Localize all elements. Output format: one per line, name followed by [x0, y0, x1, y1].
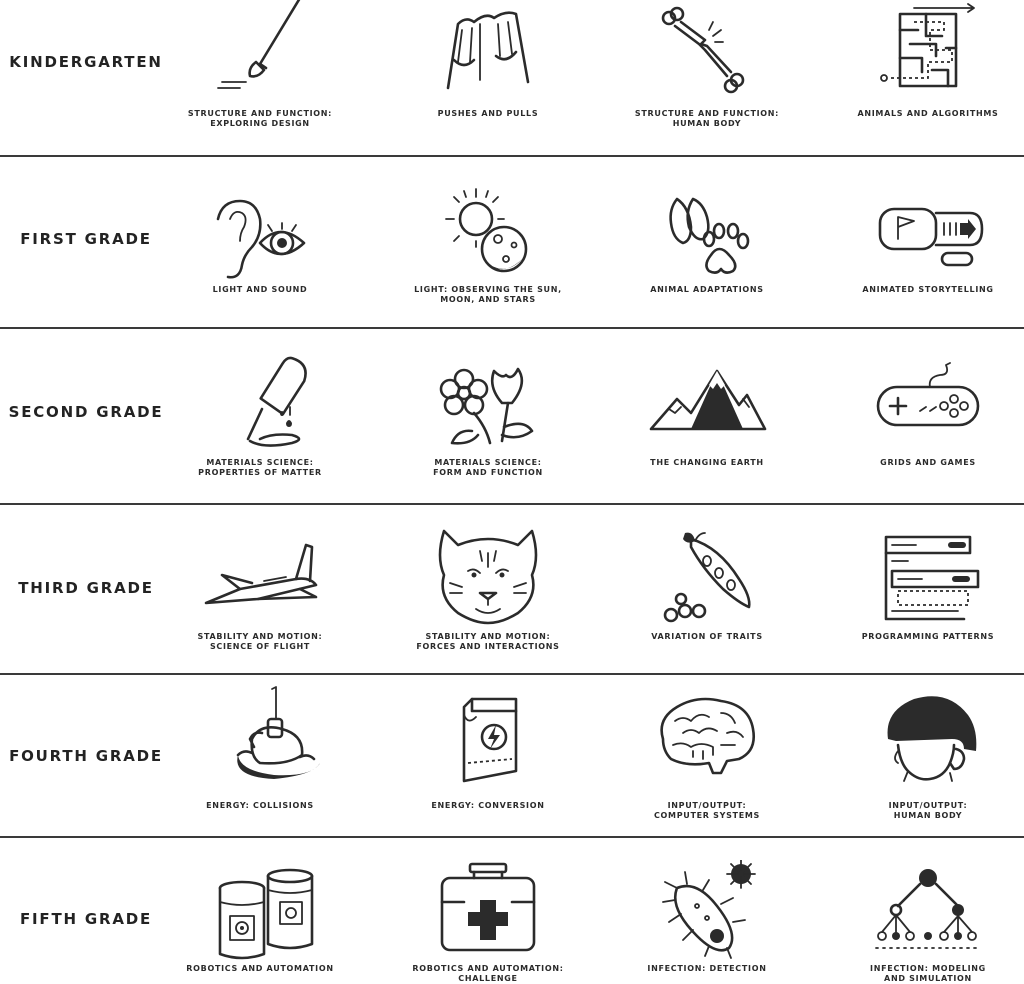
- unit-card[interactable]: [828, 675, 1024, 838]
- unit-card[interactable]: [607, 0, 807, 157]
- unit-card[interactable]: [607, 157, 807, 329]
- unit-label: ENERGY: CONVERSION: [431, 801, 545, 810]
- unit-card[interactable]: [160, 505, 360, 675]
- broken-bone-icon: [647, 0, 767, 100]
- unit-label: ANIMAL ADAPTATIONS: [650, 285, 764, 294]
- unit-label: ANIMALS AND ALGORITHMS: [857, 109, 999, 118]
- game-controller-icon: [868, 351, 988, 451]
- unit-label: GRIDS AND GAMES: [880, 458, 976, 467]
- brain-icon: [647, 689, 767, 789]
- grade-row-third-grade: [0, 505, 1024, 675]
- unit-card[interactable]: [828, 505, 1024, 675]
- unit-label: MATERIALS SCIENCE: FORM AND FUNCTION: [433, 458, 543, 477]
- unit-card[interactable]: [160, 675, 360, 838]
- grade-title: SECOND GRADE: [8, 403, 164, 421]
- unit-label: MATERIALS SCIENCE: PROPERTIES OF MATTER: [198, 458, 322, 477]
- unit-card[interactable]: [388, 329, 588, 505]
- animation-flag-icon: [868, 183, 988, 283]
- unit-card[interactable]: [388, 0, 588, 157]
- unit-label: PROGRAMMING PATTERNS: [861, 632, 995, 641]
- grade-row-second-grade: [0, 329, 1024, 505]
- bacteria-icon: [647, 860, 767, 960]
- unit-label: INFECTION: MODELING AND SIMULATION: [870, 964, 986, 983]
- pea-pod-icon: [647, 527, 767, 627]
- unit-card[interactable]: [607, 675, 807, 838]
- unit-label: PUSHES AND PULLS: [437, 109, 539, 118]
- helmet-head-icon: [868, 689, 988, 789]
- unit-label: ANIMATED STORYTELLING: [862, 285, 994, 294]
- unit-card[interactable]: [828, 838, 1024, 984]
- unit-label: STRUCTURE AND FUNCTION: HUMAN BODY: [634, 109, 780, 128]
- flowers-icon: [428, 353, 548, 453]
- unit-card[interactable]: [388, 838, 588, 984]
- maze-icon: [868, 0, 988, 100]
- paw-print-icon: [647, 183, 767, 283]
- melting-popsicle-icon: [200, 351, 320, 451]
- unit-label: ROBOTICS AND AUTOMATION: [186, 964, 334, 973]
- ear-eye-icon: [200, 185, 320, 285]
- unit-card[interactable]: [160, 838, 360, 984]
- sun-moon-icon: [428, 183, 548, 283]
- unit-card[interactable]: [388, 675, 588, 838]
- unit-card[interactable]: [160, 0, 360, 157]
- bumper-car-icon: [200, 683, 320, 783]
- unit-label: INPUT/OUTPUT: COMPUTER SYSTEMS: [653, 801, 761, 820]
- spread-tree-icon: [868, 860, 988, 960]
- biohazard-barrels-icon: [200, 860, 320, 960]
- unit-label: STABILITY AND MOTION: SCIENCE OF FLIGHT: [197, 632, 323, 651]
- unit-card[interactable]: [388, 505, 588, 675]
- grade-title: FIFTH GRADE: [19, 910, 153, 928]
- unit-label: STRUCTURE AND FUNCTION: EXPLORING DESIGN: [187, 109, 333, 128]
- tiger-icon: [428, 527, 548, 627]
- grade-title: FIRST GRADE: [20, 230, 152, 248]
- unit-label: ROBOTICS AND AUTOMATION: CHALLENGE: [412, 964, 564, 983]
- unit-label: STABILITY AND MOTION: FORCES AND INTERACTIONS: [416, 632, 560, 651]
- unit-label: INFECTION: DETECTION: [647, 964, 767, 973]
- grade-title: KINDERGARTEN: [9, 53, 163, 71]
- unit-label: VARIATION OF TRAITS: [651, 632, 763, 641]
- mountains-icon: [647, 353, 767, 453]
- unit-card[interactable]: [607, 505, 807, 675]
- unit-card[interactable]: [828, 0, 1024, 157]
- unit-card[interactable]: [828, 329, 1024, 505]
- code-blocks-icon: [868, 527, 988, 627]
- unit-card[interactable]: [607, 329, 807, 505]
- unit-label: INPUT/OUTPUT: HUMAN BODY: [888, 801, 968, 820]
- unit-card[interactable]: [828, 157, 1024, 329]
- grade-row-first-grade: [0, 157, 1024, 329]
- grade-row-fourth-grade: [0, 675, 1024, 838]
- energy-bag-icon: [428, 691, 548, 791]
- grade-title: THIRD GRADE: [18, 579, 154, 597]
- unit-card[interactable]: [607, 838, 807, 984]
- unit-label: THE CHANGING EARTH: [650, 458, 764, 467]
- unit-label: LIGHT AND SOUND: [212, 285, 308, 294]
- grade-row-kindergarten: [0, 0, 1024, 157]
- first-aid-kit-icon: [428, 858, 548, 958]
- grade-row-fifth-grade: [0, 838, 1024, 984]
- paintbrush-icon: [200, 0, 320, 96]
- jet-plane-icon: [200, 529, 320, 629]
- unit-card[interactable]: [160, 329, 360, 505]
- unit-card[interactable]: [388, 157, 588, 329]
- grade-title: FOURTH GRADE: [9, 747, 163, 765]
- unit-label: LIGHT: OBSERVING THE SUN, MOON, AND STARS: [414, 285, 562, 304]
- unit-label: ENERGY: COLLISIONS: [206, 801, 314, 810]
- swing-icon: [428, 0, 548, 100]
- unit-card[interactable]: [160, 157, 360, 329]
